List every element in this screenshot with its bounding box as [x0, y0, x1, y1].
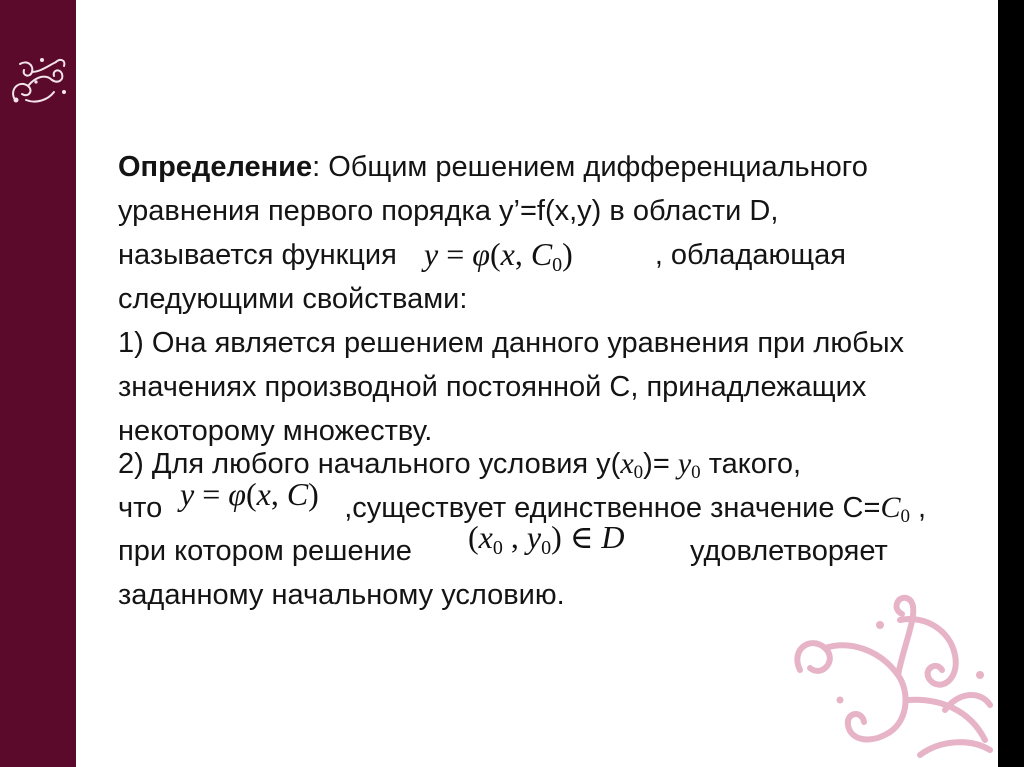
line-6: значениях производной постоянной С, принадлежащих [118, 371, 867, 403]
c0-symbol: $C_0$ [880, 491, 910, 527]
line-8: 2) Для любого начального условия $y(x_0)= y_0$ такого, [118, 447, 802, 483]
x0-symbol: $x_0$ [620, 447, 644, 483]
line-9: что ,существует единственное значение $С=C_0$ , [118, 491, 927, 527]
line-2: уравнения первого порядка y’=f(x,y) в области D, [118, 195, 779, 227]
y0-symbol: $y_0$ [677, 447, 701, 483]
line-1: Определение: Общим решением дифференциального [118, 151, 868, 183]
formula-point-in-domain: ($x_0$ , $y_0$) ∈ D [468, 519, 625, 559]
line-5: 1) Она является решением данного уравнения при любых [118, 327, 905, 359]
line-11: заданному начальному условию. [118, 579, 565, 611]
floral-swirl-icon [780, 580, 998, 767]
swirl-ornament-icon [6, 52, 70, 108]
formula-solution-with-c: y = φ(x, C) [180, 476, 319, 512]
line-4: следующими свойствами: [118, 283, 468, 315]
formula-general-solution: y = φ(x, $C_0$) [424, 236, 573, 276]
line-3: называется функция , обладающая [118, 239, 846, 271]
line-7: некоторому множеству. [118, 415, 433, 447]
line-10: при котором решение удовлетворяет [118, 535, 888, 567]
definition-heading: Определение [118, 151, 313, 183]
slide-sidebar [0, 0, 76, 767]
